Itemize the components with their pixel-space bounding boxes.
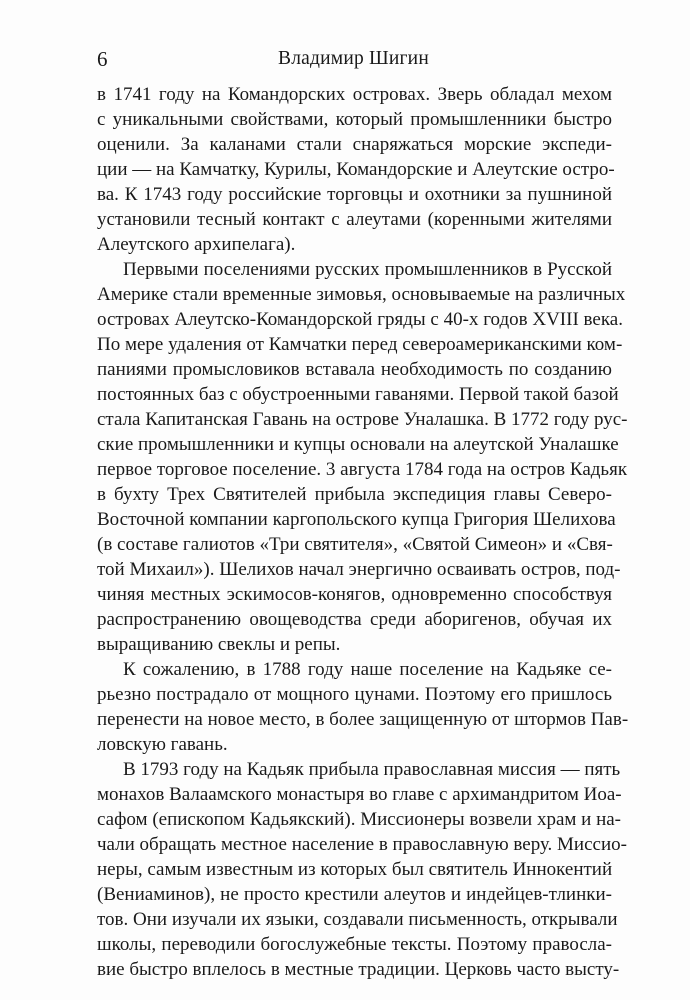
page-number: 6	[97, 47, 108, 71]
text-line: той Михаил»). Шелихов начал энергично осваивать остров, под-	[97, 559, 621, 580]
text-line: оценили. За каланами стали снаряжаться морские экспеди-	[97, 134, 612, 155]
text-line: В 1793 году на Кадьяк прибыла православная миссия — пять	[123, 759, 621, 780]
text-line: школы, переводили богослужебные тексты. Поэтому правосла-	[97, 934, 612, 955]
running-head-author: Владимир Шигин	[278, 48, 429, 69]
running-head	[97, 44, 610, 74]
paragraph	[97, 757, 627, 982]
text-line: тов. Они изучали их языки, создавали письменность, открывали	[97, 909, 618, 930]
paragraph	[97, 257, 628, 657]
text-line: выращиванию свеклы и репы.	[97, 634, 341, 655]
text-line: ские промышленники и купцы основали на алеутской Уналашке	[97, 434, 619, 455]
text-line: Первыми поселениями русских промышленников в Русской	[123, 259, 612, 280]
text-line: Восточной компании каргопольского купца Григория Шелихова	[97, 509, 616, 530]
text-line: (в составе галиотов «Три святителя», «Святой Симеон» и «Свя-	[97, 534, 613, 555]
text-line: монахов Валаамского монастыря во главе с архимандритом Иоа-	[97, 784, 622, 805]
text-line: перенести на новое место, в более защищенную от штормов Пав-	[97, 709, 629, 730]
text-line: первое торговое поселение. 3 августа 1784 года на остров Кадьяк	[97, 459, 628, 480]
text-line: ции — на Камчатку, Курилы, Командорские и Алеутские остро-	[97, 159, 615, 180]
text-line: ловскую гавань.	[97, 734, 228, 755]
text-line: постоянных баз с обустроенными гаванями. Первой такой базой	[97, 384, 619, 405]
text-line: чали обращать местное население в православную веру. Миссио-	[97, 834, 627, 855]
text-line: установили тесный контакт с алеутами (коренными жителями	[97, 209, 612, 230]
paragraph	[97, 82, 615, 257]
text-line: с уникальными свойствами, который промышленники быстро	[97, 109, 612, 130]
text-line: (Вениаминов), не просто крестили алеутов и индейцев-тлинки-	[97, 884, 612, 905]
text-line: в бухту Трех Святителей прибыла экспедиция главы Северо-	[97, 484, 612, 505]
text-line: К сожалению, в 1788 году наше поселение на Кадьяке се-	[123, 659, 612, 680]
text-line: распространению овощеводства среди аборигенов, обучая их	[97, 609, 612, 630]
text-line: неры, самым известным из которых был святитель Иннокентий	[97, 859, 613, 880]
text-line: паниями промысловиков вставала необходимость по созданию	[97, 359, 612, 380]
text-line: в 1741 году на Командорских островах. Зверь обладал мехом	[97, 84, 612, 105]
text-line: стала Капитанская Гавань на острове Уналашка. В 1772 году рус-	[97, 409, 628, 430]
text-line: Алеутского архипелага).	[97, 234, 296, 255]
body-text	[97, 82, 629, 982]
text-line: чиняя местных эскимосов-конягов, одновременно способствуя	[97, 584, 612, 605]
text-line: По мере удаления от Камчатки перед североамериканскими ком-	[97, 334, 623, 355]
text-line: рьезно пострадало от мощного цунами. Поэтому его пришлось	[97, 684, 612, 705]
text-line: островах Алеутско-Командорской гряды с 40-х годов XVIII века.	[97, 309, 623, 330]
paragraph	[97, 657, 629, 757]
text-line: ва. К 1743 году российские торговцы и охотники за пушниной	[97, 184, 612, 205]
text-line: вие быстро вплелось в местные традиции. Церковь часто высту-	[97, 959, 620, 980]
text-line: Америке стали временные зимовья, основываемые на различных	[97, 284, 626, 305]
text-line: сафом (епископом Кадьякский). Миссионеры возвели храм и на-	[97, 809, 622, 830]
